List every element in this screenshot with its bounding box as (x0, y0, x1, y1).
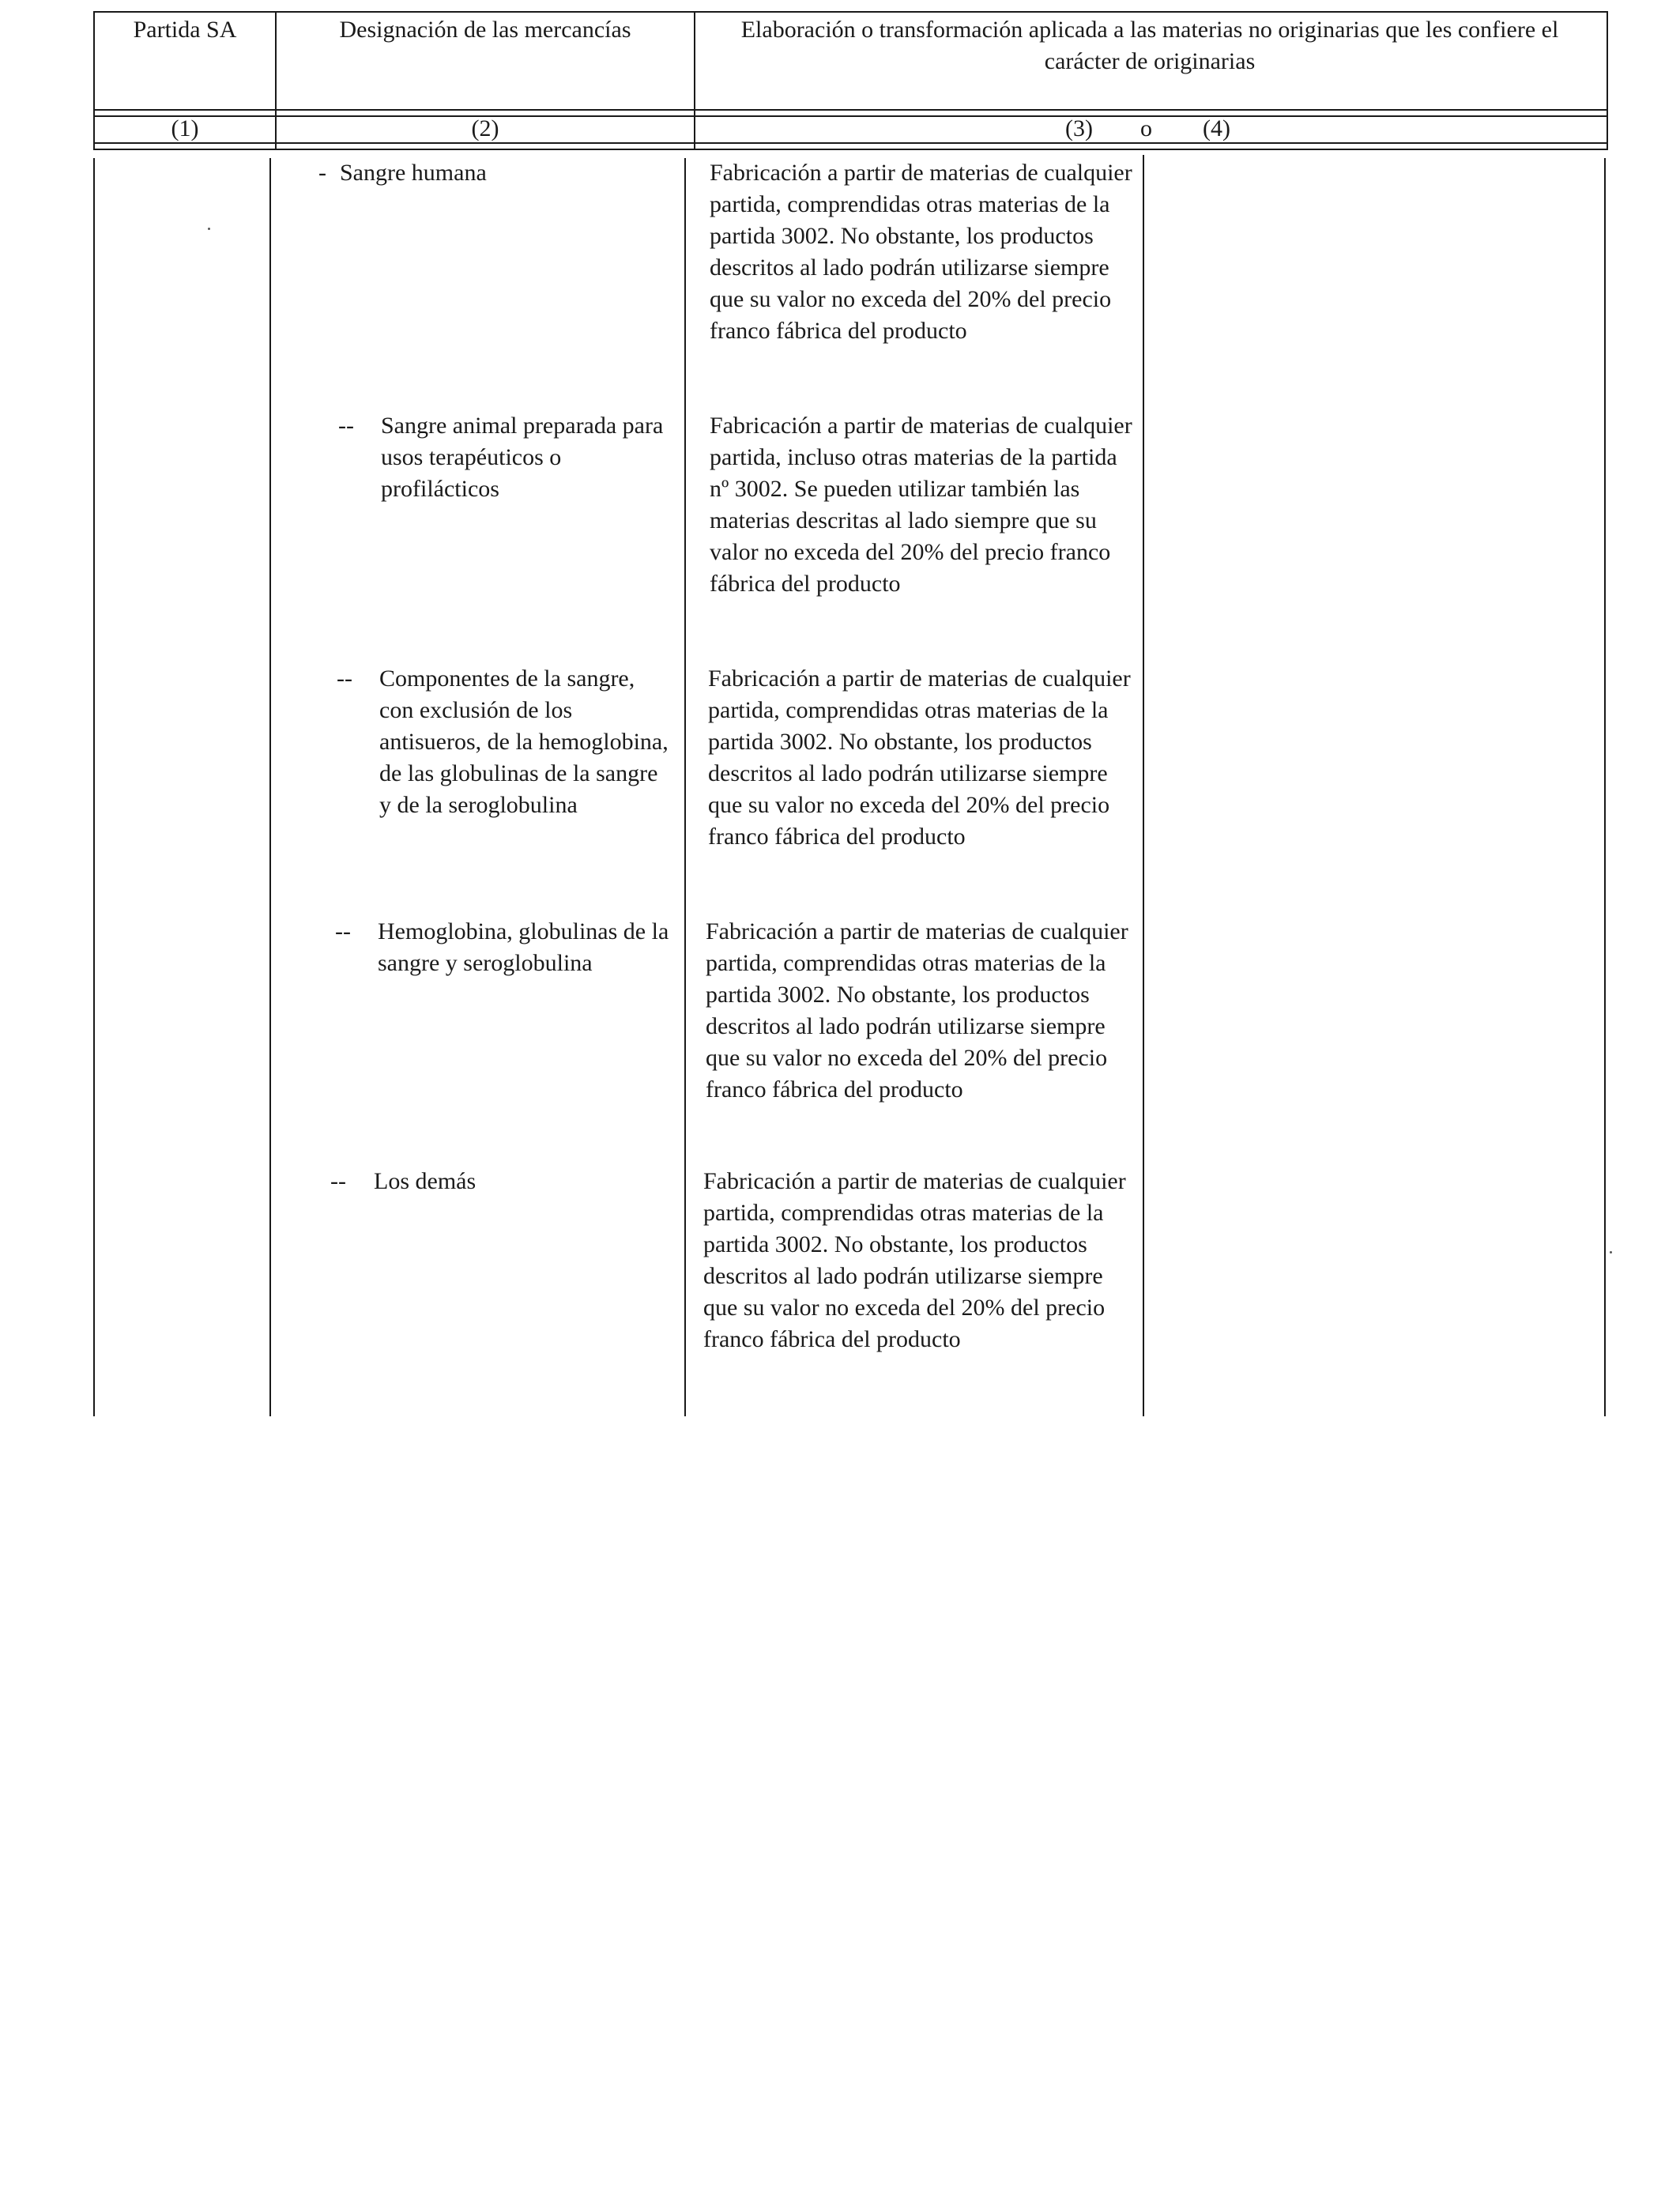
body-divider-1 (269, 158, 271, 1416)
header-divider-2 (694, 11, 695, 150)
row-1-rule: Fabricación a partir de materias de cualquier partida, comprendidas otras materias de la partida 3002. No obstante, los productos descritos al lado podrán utilizarse siempre que su valor no exceda del 20% del precio franco fábrica del producto (710, 160, 1132, 344)
header-bottom-border (93, 109, 1608, 111)
row-1-designation: Sangre humana (340, 160, 487, 186)
row-5-rule: Fabricación a partir de materias de cualquier partida, comprendidas otras materias de la partida 3002. No obstante, los productos descritos al lado podrán utilizarse siempre que su valor no exceda del 20% del precio franco fábrica del producto (703, 1168, 1126, 1352)
table-top-border (93, 11, 1608, 13)
row-3-rule: Fabricación a partir de materias de cualquier partida, comprendidas otras materias de la partida 3002. No obstante, los productos descritos al lado podrán utilizarse siempre que su valor no exceda del 20% del precio franco fábrica del producto (708, 665, 1131, 850)
header-right-border (1607, 11, 1608, 150)
body-divider-3 (1143, 155, 1144, 1416)
row-3-designation: Componentes de la sangre, con exclusión de los antisueros, de la hemoglobina, de las globulinas de la sangre y de la seroglobulina (379, 665, 669, 818)
numbering-bottom-border-2 (93, 149, 1608, 150)
header-elaboracion: Elaboración o transformación aplicada a las materias no originarias que les confiere el carácter de originarias (740, 17, 1559, 74)
row-4-rule: Fabricación a partir de materias de cualquier partida, comprendidas otras materias de la partida 3002. No obstante, los productos descritos al lado podrán utilizarse siempre que su valor no exceda del 20% del precio franco fábrica del producto (706, 918, 1128, 1103)
row-5-designation: Los demás (374, 1168, 477, 1194)
header-designacion: Designación de las mercancías (339, 17, 631, 43)
row-2-dash: -- (338, 413, 354, 439)
row-1-dash: - (318, 160, 326, 186)
column-number-3: (3) (1065, 115, 1093, 141)
row-4-designation: Hemoglobina, globulinas de la sangre y seroglobulina (378, 918, 669, 976)
column-number-1: (1) (171, 115, 199, 141)
scan-speck (1610, 1251, 1612, 1253)
row-4-dash: -- (335, 918, 351, 944)
row-5-dash: -- (330, 1168, 346, 1194)
column-number-2: (2) (471, 115, 499, 141)
column-number-or: o (1140, 115, 1152, 141)
body-right-border (1604, 158, 1606, 1416)
body-left-border (93, 158, 95, 1416)
row-2-rule: Fabricación a partir de materias de cualquier partida, incluso otras materias de la partida nº 3002. Se pueden utilizar también las materias descritas al lado siempre que su valor no exceda del 20% del precio franco fábrica del producto (710, 413, 1132, 597)
scan-speck (208, 228, 210, 230)
row-3-dash: -- (337, 665, 352, 692)
row-2-designation: Sangre animal preparada para usos terapéuticos o profilácticos (381, 413, 664, 502)
column-number-4: (4) (1203, 115, 1230, 141)
header-partida-sa: Partida SA (133, 17, 237, 43)
body-divider-2 (684, 158, 686, 1416)
